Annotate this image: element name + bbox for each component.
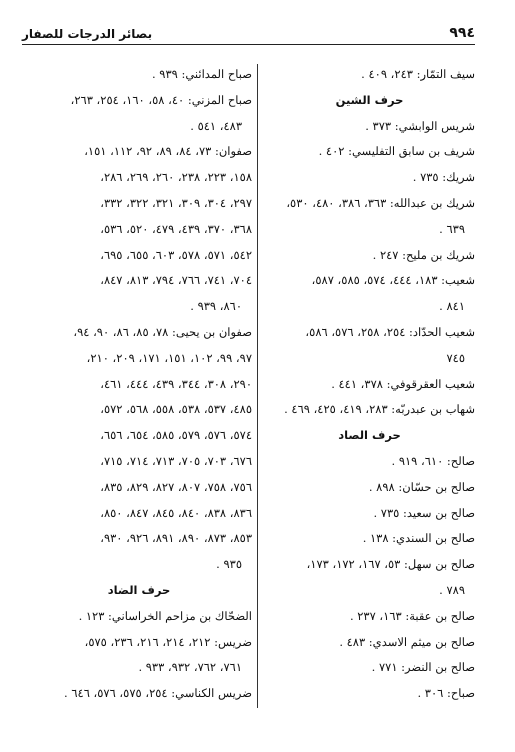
index-entry-line: شريك بن عبدالله: ٣٦٣، ٣٨٦، ٤٨٠، ٥٣٠، — [286, 195, 475, 210]
index-entry-line: ٥٧٤، ٥٧٦، ٥٧٩، ٥٨٥، ٦٥٤، ٦٥٦، — [100, 428, 252, 443]
section-heading: حرف الصاد — [338, 428, 401, 443]
index-entry-line: صفوان بن يحيى: ٧٨، ٨٥، ٨٦، ٩٠، ٩٤، — [73, 324, 252, 339]
index-entry-line: ٥٤٢، ٥٧١، ٥٧٨، ٦٠٣، ٦٥٥، ٦٩٥، — [100, 247, 252, 262]
index-entry-line: ٧٨٩ . — [439, 582, 465, 597]
index-entry-line: ٨٥٣، ٨٧٣، ٨٩٠، ٨٩١، ٩٢٦، ٩٣٠، — [100, 531, 252, 546]
index-entry-line: ٤٨٣، ٥٤١ . — [190, 118, 242, 133]
index-entry-line: سيف التمّار: ٢٤٣، ٤٠٩ . — [361, 67, 475, 81]
index-entry-line: ٨٦٠، ٩٣٩ . — [190, 299, 242, 314]
index-entry-line: شريس الوابشي: ٣٧٣ . — [365, 118, 475, 133]
index-entry-line: صالح بن السندي: ١٣٨ . — [362, 531, 475, 546]
index-entry-line: شعيب العقرقوفي: ٣٧٨، ٤٤١ . — [331, 376, 475, 391]
index-entry-line: ٨٣٦، ٨٣٨، ٨٤٠، ٨٤٥، ٨٤٧، ٨٥٠، — [100, 505, 252, 520]
index-entry-line: ٧٦١، ٧٦٢، ٩٣٢، ٩٣٣ . — [138, 660, 242, 675]
index-entry-line: شريف بن سابق التفليسي: ٤٠٢ . — [318, 144, 475, 159]
index-entry-line: صالح: ٦١٠، ٩١٩ . — [391, 453, 475, 468]
index-entry-line: ٧٤٥ — [446, 350, 465, 365]
book-title: بصائر الدرجات للصفار — [22, 27, 153, 41]
index-entry-line: صباح المدائني: ٩٣٩ . — [151, 67, 252, 81]
page-header — [22, 22, 475, 45]
index-entry-line: ٧٠٤، ٧٤١، ٧٦٦، ٧٩٤، ٨١٣، ٨٤٧، — [100, 273, 252, 288]
index-entry-line: ضريس: ٢١٢، ٢١٤، ٢١٦، ٢٣٦، ٥٧٥، — [84, 634, 252, 649]
index-entry-line: الضحّاك بن مزاحم الخراساني: ١٢٣ . — [78, 608, 252, 623]
index-entry-line: ٢٩٧، ٣٠٤، ٣٠٩، ٣٢١، ٣٢٢، ٣٣٢، — [100, 195, 252, 210]
left-column — [26, 62, 252, 707]
index-entry-line: شعيب: ١٨٣، ٤٤٤، ٥٧٤، ٥٨٥، ٥٨٧، — [311, 273, 475, 288]
index-entry-line: صباح: ٣٠٦ . — [417, 686, 475, 701]
index-entry-line: صالح بن النضر: ٧٧١ . — [371, 660, 475, 675]
index-entry-line: ٦٣٩ . — [439, 221, 465, 236]
index-entry-line: صالح بن حسّان: ٨٩٨ . — [368, 479, 475, 494]
index-entry-line: ٢٩٠، ٣٠٨، ٣٤٤، ٤٣٩، ٤٤٤، ٤٦١، — [100, 376, 252, 391]
section-heading: حرف الشين — [335, 92, 404, 107]
right-column — [264, 62, 475, 707]
index-entry-line: صالح بن عقبة: ١٦٣، ٢٣٧ . — [349, 608, 475, 623]
index-entry-line: ٨٤١ . — [439, 299, 465, 314]
index-entry-line: ضريس الكناسي: ٢٥٤، ٥٧٥، ٥٧٦، ٦٤٦ . — [64, 686, 252, 701]
index-entry-line: صالح بن سهل: ٥٣، ١٦٧، ١٧٢، ١٧٣، — [306, 557, 475, 572]
index-entry-line: ٣٦٨، ٣٧٠، ٤٣٩، ٤٧٩، ٥٢٠، ٥٣٦، — [100, 221, 252, 236]
index-entry-line: صباح المزني: ٤٠، ٥٨، ١٦٠، ٢٥٤، ٢٦٣، — [70, 92, 252, 107]
index-entry-line: صفوان: ٧٣، ٨٤، ٨٩، ٩٢، ١١٢، ١٥١، — [84, 144, 252, 159]
index-entry-line: ٧٥٦، ٧٥٨، ٨٠٧، ٨٢٧، ٨٢٩، ٨٣٥، — [100, 479, 252, 494]
page-number: ٩٩٤ — [449, 25, 475, 41]
index-entry-line: شهاب بن عبدربّه: ٢٨٣، ٤١٩، ٤٢٥، ٤٦٩ . — [284, 402, 475, 417]
index-entry-line: ٦٧٦، ٧٠٣، ٧٠٥، ٧١٣، ٧١٤، ٧١٥، — [100, 453, 252, 468]
index-entry-line: ١٥٨، ٢٢٣، ٢٣٨، ٢٦٠، ٢٦٩، ٢٨٦، — [100, 170, 252, 185]
index-entry-line: ٤٨٥، ٥٣٧، ٥٣٨، ٥٥٨، ٥٦٨، ٥٧٢، — [100, 402, 252, 417]
column-divider — [257, 64, 258, 708]
index-entry-line: ٩٧، ٩٩، ١٠٢، ١٥١، ١٧١، ٢٠٩، ٢١٠، — [86, 350, 252, 365]
section-heading: حرف الضاد — [107, 582, 171, 597]
index-entry-line: شريك: ٧٣٥ . — [412, 170, 475, 185]
index-entry-line: شعيب الحدّاد: ٢٥٤، ٢٥٨، ٥٧٦، ٥٨٦، — [305, 324, 475, 339]
index-entry-line: صالح بن ميثم الاسدي: ٤٨٣ . — [339, 634, 475, 649]
index-entry-line: ٩٣٥ . — [216, 557, 242, 572]
index-entry-line: صالح بن سعيد: ٧٣٥ . — [373, 505, 475, 520]
index-entry-line: شريك بن مليح: ٢٤٧ . — [372, 247, 475, 262]
